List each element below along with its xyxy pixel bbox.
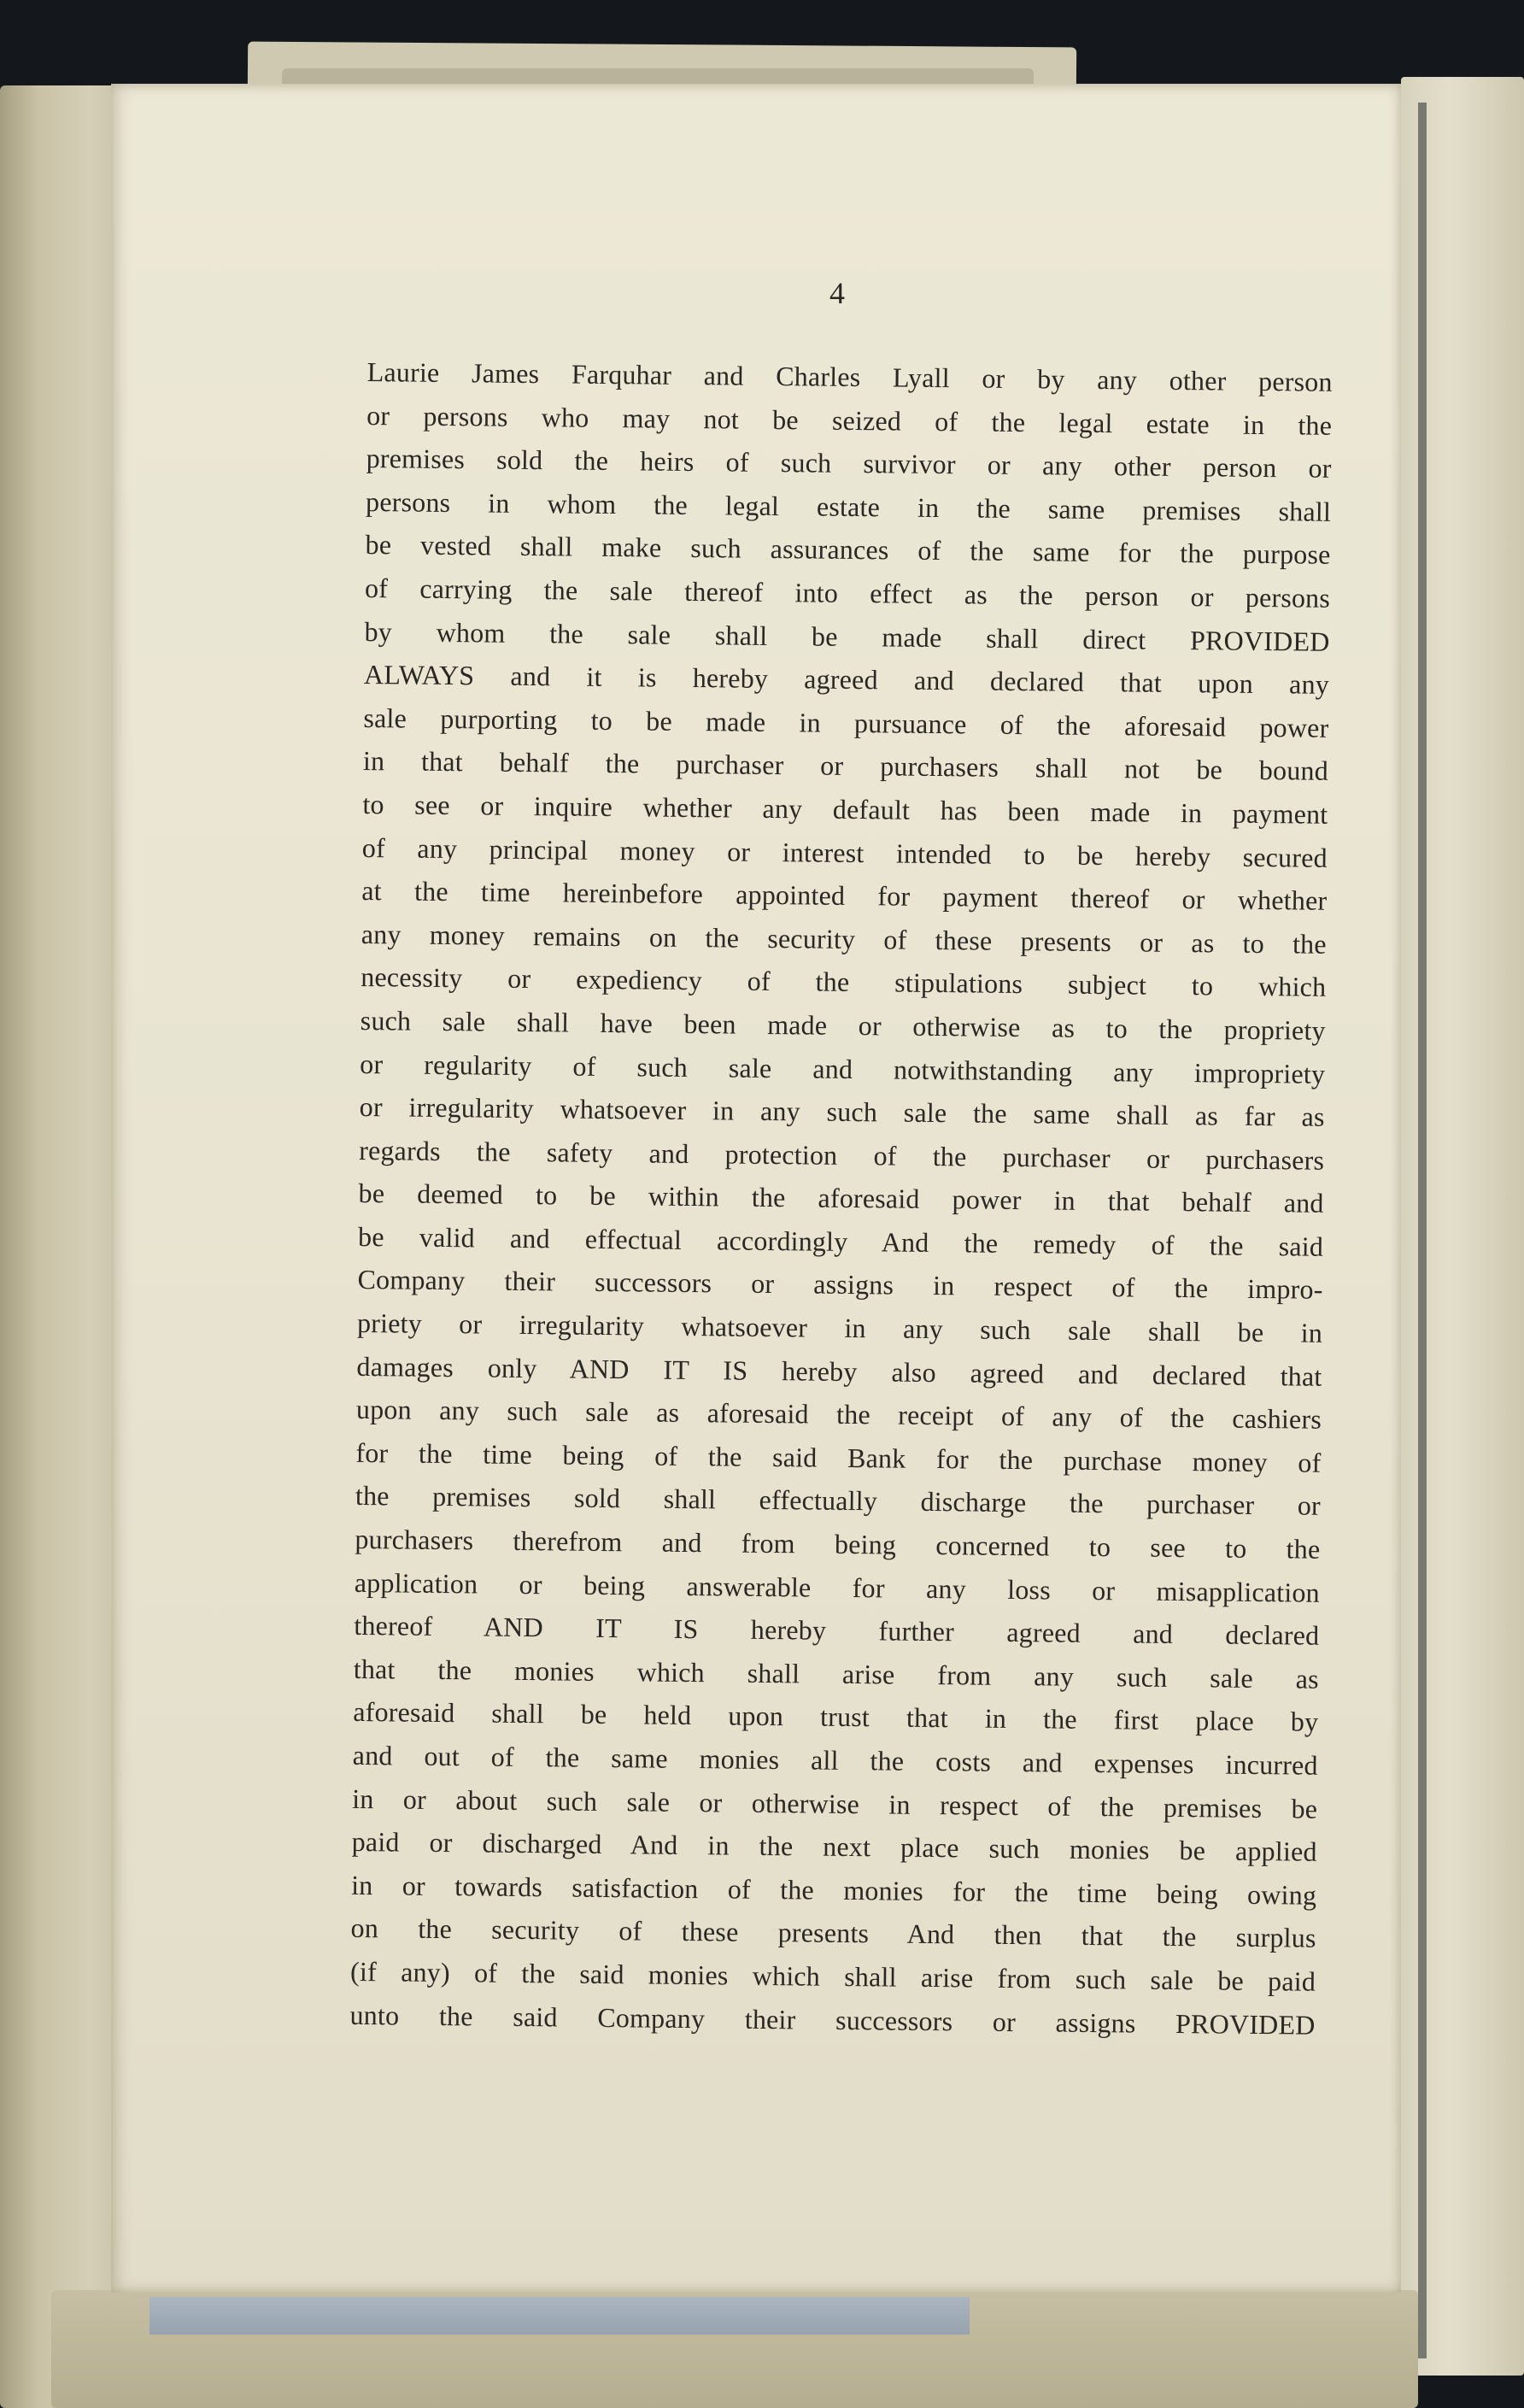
text-line: persons in whom the legal estate in the same premises shall <box>365 485 1332 527</box>
text-line: any money remains on the security of these presents or as to the <box>360 918 1327 960</box>
text-line: or irregularity whatsoever in any such sale the same shall as far as <box>359 1091 1325 1132</box>
text-line: of carrying the sale thereof into effect as the person or persons <box>364 572 1331 614</box>
body-text <box>349 350 1333 2047</box>
text-line: ALWAYS and it is hereby agreed and declared that upon any <box>363 659 1330 700</box>
text-line: of any principal money or interest intended to be hereby secured <box>361 831 1328 873</box>
text-line: purchasers therefrom and from being concerned to see to the <box>355 1523 1321 1565</box>
paper-edge-left <box>0 85 128 2408</box>
text-line: be valid and effectual accordingly And the remedy of the said <box>357 1220 1324 1262</box>
text-line: Company their successors or assigns in respect of the impro- <box>357 1264 1323 1306</box>
text-line: the premises sold shall effectually discharge the purchaser or <box>355 1480 1322 1522</box>
text-line: Laurie James Farquhar and Charles Lyall or by any other person <box>366 355 1333 397</box>
text-line: regards the safety and protection of the purchaser or purchasers <box>359 1134 1325 1176</box>
text-line: priety or irregularity whatsoever in any such sale shall be in <box>356 1307 1323 1348</box>
text-line: sale purporting to be made in pursuance of the aforesaid power <box>363 702 1329 743</box>
text-line: aforesaid shall be held upon trust that in the first place by <box>353 1696 1319 1738</box>
paper-edge-right-gap <box>1418 103 1427 2358</box>
text-line: to see or inquire whether any default has been made in payment <box>362 788 1328 830</box>
text-line: unto the said Company their successors or assigns PROVIDED <box>349 1999 1316 2041</box>
text-line: thereof AND IT IS hereby further agreed and declared <box>354 1610 1320 1651</box>
text-line: or persons who may not be seized of the legal estate in the <box>366 399 1333 441</box>
text-line: premises sold the heirs of such survivor or any other person or <box>366 443 1332 485</box>
text-line: (if any) of the said monies which shall arise from such sale be paid <box>349 1955 1316 1997</box>
blue-paper-strip <box>149 2297 970 2335</box>
text-line: application or being answerable for any loss or misapplication <box>354 1566 1321 1608</box>
text-line: on the security of these presents And then that the surplus <box>350 1912 1316 1954</box>
text-line: at the time hereinbefore appointed for payment thereof or whether <box>361 875 1328 916</box>
document-page <box>111 84 1401 2293</box>
text-line: such sale shall have been made or otherwise as to the propriety <box>360 1004 1326 1046</box>
text-line: in or about such sale or otherwise in respect of the premises be <box>352 1783 1318 1824</box>
text-line: in that behalf the purchaser or purchasers shall not be bound <box>362 745 1329 787</box>
text-line: that the monies which shall arise from any such sale as <box>353 1653 1319 1694</box>
text-line: upon any such sale as aforesaid the receipt of any of the cashiers <box>355 1394 1322 1436</box>
text-line: be vested shall make such assurances of the same for the purpose <box>365 529 1331 571</box>
page-number: 4 <box>829 276 845 310</box>
text-line: and out of the same monies all the costs and expenses incurred <box>352 1739 1318 1781</box>
text-line: by whom the sale shall be made shall direct PROVIDED <box>364 615 1330 657</box>
text-line: in or towards satisfaction of the monies for the time being owing <box>351 1869 1317 1911</box>
text-line: or regularity of such sale and notwithstanding any impropriety <box>360 1048 1326 1089</box>
text-line: damages only AND IT IS hereby also agreed and declared that <box>356 1350 1322 1392</box>
text-line: be deemed to be within the aforesaid power in that behalf and <box>358 1178 1324 1219</box>
text-line: necessity or expediency of the stipulations subject to which <box>360 961 1327 1003</box>
text-line: for the time being of the said Bank for the purchase money of <box>355 1436 1322 1478</box>
text-line: paid or discharged And in the next place such monies be applied <box>351 1826 1317 1867</box>
